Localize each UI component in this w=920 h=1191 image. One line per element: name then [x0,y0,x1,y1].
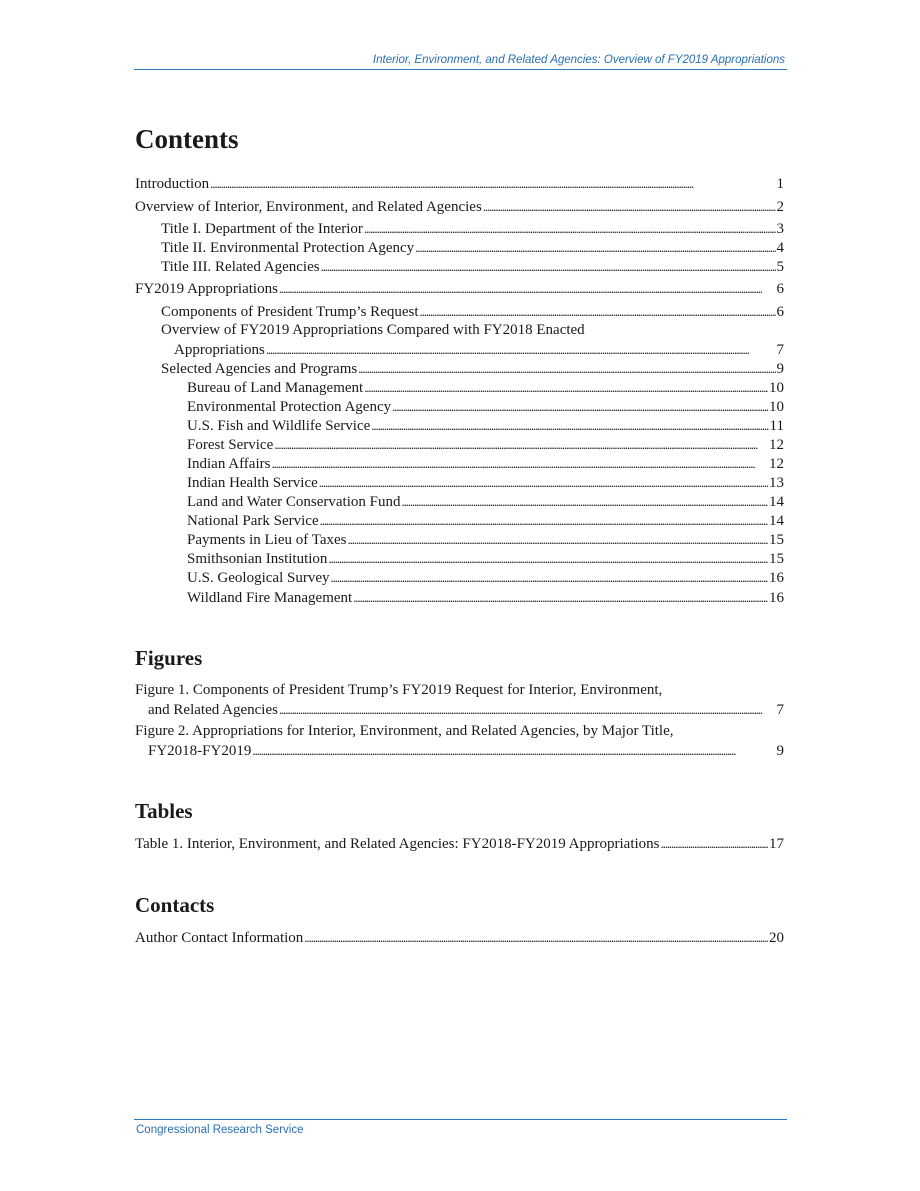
toc-entry-usgs[interactable] [135,568,784,588]
toc-entry-page: 7 [776,342,784,358]
figure-entry-label-line2: and Related Agencies [148,702,278,718]
leader-dots [420,302,776,322]
toc-entry-label: Title II. Environmental Protection Agency [161,240,415,256]
leader-dots [392,397,768,417]
toc-entry-label: U.S. Geological Survey [187,570,330,586]
toc-entry-epa[interactable] [135,397,784,417]
toc-entry-label-line2: Appropriations [174,342,265,358]
contacts-heading: Contacts [135,893,215,917]
leader-dots [279,279,776,299]
toc-entry-label: Environmental Protection Agency [187,399,392,415]
leader-dots [358,359,775,379]
leader-dots [353,588,768,608]
leader-dots [320,511,768,531]
toc-entry-label: Title III. Related Agencies [161,259,320,275]
toc-entry-label: Smithsonian Institution [187,551,328,567]
toc-entry-fws[interactable] [135,416,784,436]
leader-dots [210,174,775,194]
toc-entry-page: 10 [769,380,784,396]
toc-entry-wildland-fire[interactable] [135,588,784,608]
toc-entry-page: 2 [776,199,784,215]
toc-entry-label: National Park Service [187,513,319,529]
toc-entry-label: Payments in Lieu of Taxes [187,532,347,548]
toc-entry-overview[interactable] [135,197,784,217]
leader-dots [483,197,776,217]
page-header [134,54,787,70]
toc-entry-page: 12 [769,437,784,453]
table-entry-label: Table 1. Interior, Environment, and Related Agencies: FY2018-FY2019 Appropriations [135,836,660,852]
contents-heading: Contents [135,124,239,154]
toc-entry-pilt[interactable] [135,530,784,550]
leader-dots [371,416,768,436]
leader-dots [401,492,768,512]
toc-entry-label: Introduction [135,176,210,192]
toc-entry-page: 9 [776,361,784,377]
leader-dots [304,928,768,948]
figure-entry-page: 9 [776,743,784,759]
leader-dots [415,238,775,258]
toc-entry-page: 16 [769,590,784,606]
toc-entry-blm[interactable] [135,378,784,398]
toc-entry-page: 14 [769,494,784,510]
toc-entry-label: FY2019 Appropriations [135,281,278,297]
toc-entry-nps[interactable] [135,511,784,531]
toc-entry-indian-affairs[interactable] [135,454,784,474]
figures-heading: Figures [135,646,203,670]
toc-entry-label: Land and Water Conservation Fund [187,494,401,510]
toc-entry-label: Indian Affairs [187,456,271,472]
toc-entry-label: Selected Agencies and Programs [161,361,358,377]
figure-entry-2[interactable] [135,722,784,762]
figure-entry-label-line2: FY2018-FY2019 [148,743,252,759]
toc-entry-title-ii[interactable] [135,238,784,258]
toc-entry-page: 13 [769,475,784,491]
toc-entry-page: 15 [769,551,784,567]
toc-entry-label: Components of President Trump’s Request [161,304,419,320]
table-entry-page: 17 [769,836,784,852]
toc-entry-ihs[interactable] [135,473,784,493]
toc-entry-label: Indian Health Service [187,475,318,491]
toc-entry-page: 15 [769,532,784,548]
toc-entry-page: 12 [769,456,784,472]
toc-entry-components[interactable] [135,302,784,322]
toc-entry-fy2019-appropriations[interactable] [135,279,784,299]
toc-entry-label: Title I. Department of the Interior [161,221,363,237]
figure-entry-1[interactable] [135,681,784,721]
toc-entry-page: 4 [776,240,784,256]
toc-entry-page: 16 [769,570,784,586]
leader-dots [279,700,776,720]
toc-entry-page: 10 [769,399,784,415]
toc-entry-page: 1 [776,176,784,192]
toc-entry-label: Forest Service [187,437,274,453]
toc-entry-page: 6 [776,304,784,320]
leader-dots [321,257,776,277]
contact-entry-label: Author Contact Information [135,930,304,946]
toc-entry-introduction[interactable] [135,174,784,194]
contact-entry-author[interactable] [135,928,784,948]
toc-entry-title-i[interactable] [135,219,784,239]
leader-dots [319,473,768,493]
toc-entry-smithsonian[interactable] [135,549,784,569]
figure-entry-label-line1: Figure 2. Appropriations for Interior, Environment, and Related Agencies, by Major Title, [135,723,674,739]
toc-entry-label-line1: Overview of FY2019 Appropriations Compared with FY2018 Enacted [161,322,585,338]
leader-dots [364,219,776,239]
toc-entry-title-iii[interactable] [135,257,784,277]
contact-entry-page: 20 [769,930,784,946]
header-title: Interior, Environment, and Related Agencies: Overview of FY2019 Appropriations [372,54,785,66]
footer-text: Congressional Research Service [136,1124,304,1136]
toc-entry-page: 3 [776,221,784,237]
leader-dots [328,549,768,569]
tables-heading: Tables [135,799,193,823]
page-footer [134,1119,787,1136]
toc-entry-label: Bureau of Land Management [187,380,364,396]
leader-dots [330,568,768,588]
leader-dots [347,530,768,550]
figure-entry-label-line1: Figure 1. Components of President Trump’s FY2019 Request for Interior, Environment, [135,682,663,698]
leader-dots [274,435,768,455]
leader-dots [271,454,768,474]
toc-entry-overview-compared[interactable] [135,321,784,361]
toc-entry-page: 14 [769,513,784,529]
figure-entry-page: 7 [776,702,784,718]
toc-entry-label: Wildland Fire Management [187,590,353,606]
toc-entry-page: 5 [776,259,784,275]
leader-dots [266,340,776,360]
leader-dots [661,834,768,854]
toc-entry-forest-service[interactable] [135,435,784,455]
toc-entry-label: Overview of Interior, Environment, and Related Agencies [135,199,482,215]
toc-entry-page: 11 [769,418,784,434]
leader-dots [364,378,768,398]
toc-entry-selected-agencies[interactable] [135,359,784,379]
toc-entry-label: U.S. Fish and Wildlife Service [187,418,371,434]
toc-entry-page: 6 [776,281,784,297]
table-entry-1[interactable] [135,834,784,854]
leader-dots [252,741,775,761]
toc-entry-lwcf[interactable] [135,492,784,512]
